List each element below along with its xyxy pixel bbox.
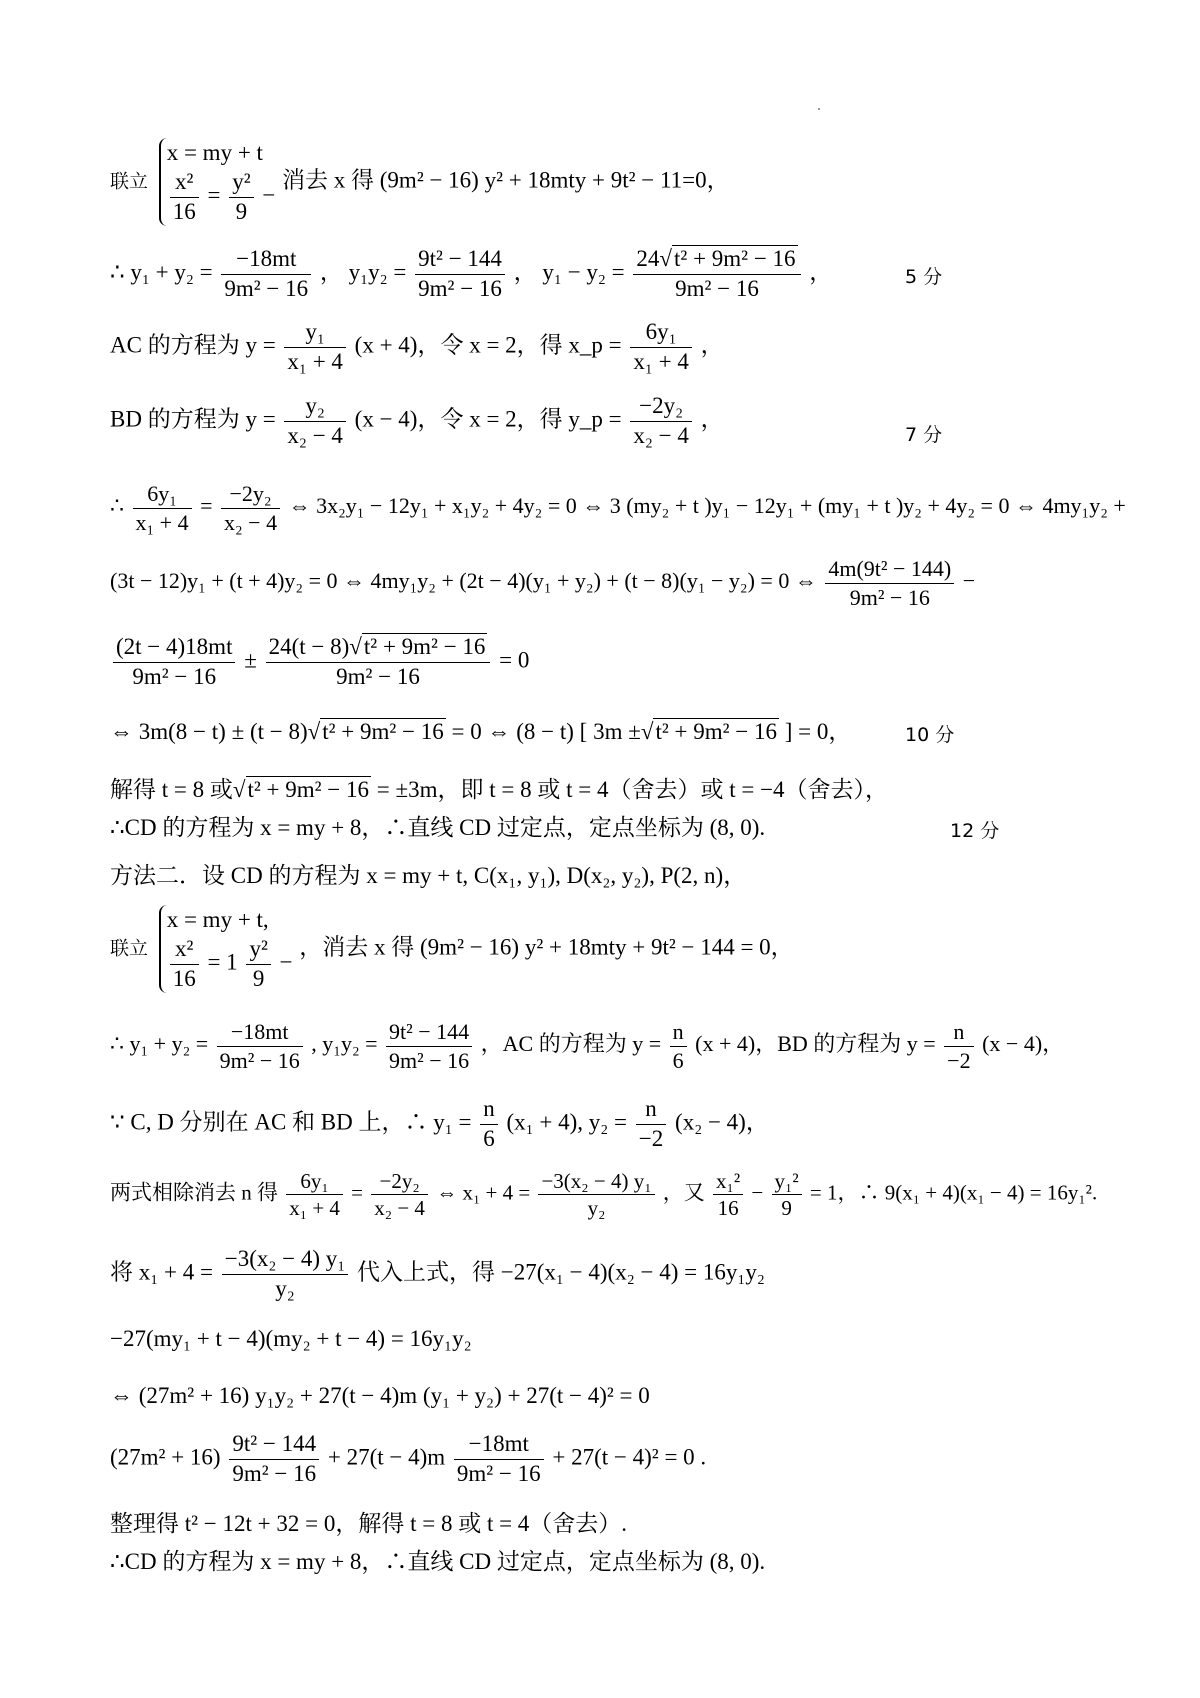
frac: $\frac{\text{9t² − 144}}{\text{9m² − 16}}$ (229, 1430, 319, 1489)
frac: $\frac{(2t - 4)18mt}{\text{9m² − 16}}$ (113, 633, 235, 692)
sys-eq-1: x = my + t (166, 140, 263, 165)
score-12: 12 分 (950, 820, 1000, 842)
frac: $\frac{\text{4m(9t² − 144)}}{\text{9m² − 16}}$ (825, 555, 954, 611)
frac: $\frac{n}{6}$ (480, 1095, 498, 1154)
line-9: 解得 t = 8 或√t² + 9m² − 16 = ±3m，即 t = 8 或 t = 4（舍去）或 t = −4（舍去）， (110, 777, 889, 802)
sys-eq-2: $\frac{\text{x²}}{16}$ = $\frac{\text{y²}}{9}$ − (167, 168, 276, 227)
line-17: −27(my₁ + t − 4)(my₂ + t − 4) = 16y₁y₂ (110, 1326, 472, 1351)
frac: $\frac{-18mt}{\text{9m² − 16}}$ (217, 1018, 303, 1074)
frac: $\frac{\text{−3(x₂ − 4) y₁}}{\text{y₂}}$ (538, 1168, 654, 1222)
text-lianli: 联立 (110, 170, 149, 193)
frac: $\frac{\text{y₁²}}{9}$ (772, 1168, 802, 1222)
frac: $\frac{\text{24√t² + 9m² − 16}}{\text{9m² − 16}}$ (633, 245, 800, 304)
line-3: AC 的方程为 y = $\frac{\text{y₁}}{\text{x₁ + 4}}$ (x + 4)，令 x = 2，得 x_p = $\frac{\text{6y₁}}{\text{x₁ + 4}}$ ， (110, 318, 724, 377)
frac: $\frac{-18mt}{\text{9m² − 16}}$ (221, 245, 311, 304)
line-7: $\frac{(2t - 4)18mt}{\text{9m² − 16}}$ ± $\frac{\text{24(t − 8)√t² + 9m² − 16}}{\text{9m² − 16}}$ = 0 (110, 633, 529, 692)
frac: $\frac{\text{6y₁}}{\text{x₁ + 4}}$ (133, 480, 192, 536)
frac: $\frac{\text{y₁}}{\text{x₁ + 4}}$ (284, 318, 346, 377)
frac: $\frac{n}{6}$ (670, 1018, 687, 1074)
frac: $\frac{\text{x²}}{16}$ (170, 168, 199, 227)
frac: $\frac{\text{y₂}}{\text{x₂ − 4}}$ (284, 392, 346, 451)
eliminate-text: 消去 x 得 (9m² − 16) y² + 18mty + 9t² − 11=0， (282, 167, 730, 193)
frac: $\frac{\text{−2y₂}}{\text{x₂ − 4}}$ (371, 1168, 428, 1222)
line-15: 两式相除消去 n 得 $\frac{\text{6y₁}}{\text{x₁ + 4}}$ = $\frac{\text{−2y₂}}{\text{x₂ − 4}}$ ⇔ x₁ + 4 = $\frac{\text{−3(x₂ − 4) y₁}}{\text{y₂}}$ ，又 $\frac{\text{x₁²}}{16}$ − $\frac{\text{y₁²}}{9}$ = 1，∴ 9(x₁ + 4)(x₁ − 4) = 16y₁². (110, 1169, 1098, 1221)
line-6: (3t − 12)y₁ + (t + 4)y₂ = 0 ⇔ 4my₁y₂ + (2t − 4)(y₁ + y₂) + (t − 8)(y₁ − y₂) = 0 ⇔ $\frac{\text{4m(9t² − 144)}}{\text{9m² − 16}}$ − (110, 556, 976, 610)
line-4: BD 的方程为 y = $\frac{\text{y₂}}{\text{x₂ − 4}}$ (x − 4)，令 x = 2，得 y_p = $\frac{\text{−2y₂}}{\text{x₂ − 4}}$ ， (110, 392, 724, 451)
frac: $\frac{\text{6y₁}}{\text{x₁ + 4}}$ (286, 1168, 343, 1222)
frac: $\frac{\text{24(t − 8)√t² + 9m² − 16}}{\text{9m² − 16}}$ (266, 633, 491, 692)
line-5: ∴ $\frac{\text{6y₁}}{\text{x₁ + 4}}$ = $\frac{\text{−2y₂}}{\text{x₂ − 4}}$ ⇔ 3x₂y₁ − 12y₁ + x₁y₂ + 4y₂ = 0 ⇔ 3 (my₂ + t )y₁ − 12y₁ + (my₁ + t )y₂ + 4y₂ = 0 ⇔ 4my₁y₂ + (110, 481, 1126, 535)
line-8: ⇔ 3m(8 − t) ± (t − 8)√t² + 9m² − 16 = 0 ⇔ (8 − t) [ 3m ±√t² + 9m² − 16 ] = 0， (110, 719, 852, 744)
line-16: 将 x₁ + 4 = $\frac{\text{−3(x₂ − 4) y₁}}{\text{y₂}}$ 代入上式，得 −27(x₁ − 4)(x₂ − 4) = 16y₁y₂ (110, 1245, 765, 1304)
frac: $\frac{-18mt}{\text{9m² − 16}}$ (454, 1430, 544, 1489)
equation-system (159, 138, 276, 226)
frac: $\frac{\text{−2y₂}}{\text{x₂ − 4}}$ (221, 480, 280, 536)
line-1 (110, 138, 730, 226)
line-10: ∴CD 的方程为 x = my + 8，∴直线 CD 过定点，定点坐标为 (8, 0). (110, 815, 766, 840)
score-5: 5 分 (905, 266, 943, 288)
frac: $\frac{\text{x₁²}}{16}$ (713, 1168, 743, 1222)
frac: $\frac{\text{6y₁}}{\text{x₁ + 4}}$ (630, 318, 692, 377)
line-21: ∴CD 的方程为 x = my + 8，∴直线 CD 过定点，定点坐标为 (8, 0). (110, 1549, 766, 1574)
line-20: 整理得 t² − 12t + 32 = 0，解得 t = 8 或 t = 4（舍去）. (110, 1511, 628, 1536)
line-19: (27m² + 16) $\frac{\text{9t² − 144}}{\text{9m² − 16}}$ + 27(t − 4)m $\frac{-18mt}{\text{9m² − 16}}$ + 27(t − 4)² = 0 . (110, 1430, 706, 1489)
score-7: 7 分 (905, 424, 943, 446)
frac: $\frac{\text{y²}}{9}$ (229, 168, 253, 227)
line-18: ⇔ (27m² + 16) y₁y₂ + 27(t − 4)m (y₁ + y₂) + 27(t − 4)² = 0 (110, 1383, 650, 1408)
line-14: ∵ C, D 分别在 AC 和 BD 上，∴ y₁ = $\frac{n}{6}$ (x₁ + 4), y₂ = $\frac{n}{-2}$ (x₂ − 4)， (110, 1095, 769, 1154)
stray-dot (818, 108, 820, 110)
frac: $\frac{\text{−2y₂}}{\text{x₂ − 4}}$ (630, 392, 692, 451)
frac: $\frac{n}{-2}$ (944, 1018, 973, 1074)
line-2: ∴ y₁ + y₂ = $\frac{-18mt}{\text{9m² − 16}}$ ， y₁y₂ = $\frac{\text{9t² − 144}}{\text{9m² − 16}}$ ， y₁ − y₂ = $\frac{\text{24√t² + 9m² − 16}}{\text{9m² − 16}}$ ， (110, 245, 832, 304)
frac: $\frac{\text{9t² − 144}}{\text{9m² − 16}}$ (415, 245, 505, 304)
line-12: 联立 x = my + t, $\frac{\text{x²}}{16}$ = 1 $\frac{\text{y²}}{9}$ − ，消去 x 得 (9m² − 16) y² + 18mty + 9t² − 144 = 0， (110, 905, 794, 993)
frac: $\frac{\text{9t² − 144}}{\text{9m² − 16}}$ (386, 1018, 472, 1074)
frac: $\frac{\text{−3(x₂ − 4) y₁}}{\text{y₂}}$ (222, 1245, 349, 1304)
equation-system-2: x = my + t, $\frac{\text{x²}}{16}$ = 1 $\frac{\text{y²}}{9}$ − (159, 905, 293, 993)
line-13: ∴ y₁ + y₂ = $\frac{-18mt}{\text{9m² − 16}}$ , y₁y₂ = $\frac{\text{9t² − 144}}{\text{9m² − 16}}$ ，AC 的方程为 y = $\frac{n}{6}$ (x + 4)，BD 的方程为 y = $\frac{n}{-2}$ (x − 4)， (110, 1019, 1065, 1073)
frac: $\frac{\text{x²}}{16}$ (170, 935, 199, 994)
line-11: 方法二．设 CD 的方程为 x = my + t, C(x₁, y₁), D(x₂, y₂), P(2, n)， (110, 863, 747, 888)
score-10: 10 分 (905, 724, 955, 746)
frac: $\frac{n}{-2}$ (636, 1095, 666, 1154)
frac: $\frac{\text{y²}}{9}$ (246, 935, 270, 994)
